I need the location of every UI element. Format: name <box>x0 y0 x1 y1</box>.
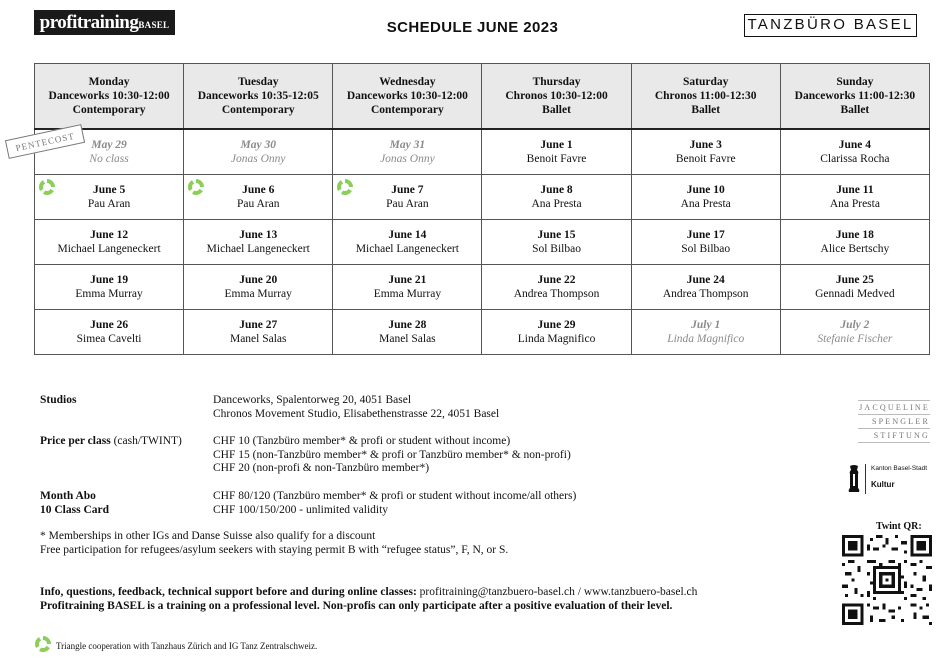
column-header: Monday Danceworks 10:30-12:00 Contemporary <box>35 64 184 130</box>
table-row <box>35 310 930 355</box>
table-cell: June 5 Pau Aran <box>35 175 184 220</box>
abo-values <box>213 490 576 517</box>
table-cell: June 14 Michael Langeneckert <box>333 220 482 265</box>
table-cell: May 29 No class <box>35 129 184 175</box>
price-item: CHF 20 (non-profi & non-Tanzbüro member*) <box>213 462 430 474</box>
table-cell: June 4 Clarissa Rocha <box>780 129 929 175</box>
table-cell: June 1 Benoit Favre <box>482 129 631 175</box>
table-cell: July 1 Linda Magnifico <box>631 310 780 355</box>
contact-block <box>40 586 697 613</box>
jsf-line: STIFTUNG <box>858 428 930 443</box>
table-cell: June 15 Sol Bilbao <box>482 220 631 265</box>
table-cell: June 8 Ana Presta <box>482 175 631 220</box>
table-cell: June 22 Andrea Thompson <box>482 265 631 310</box>
price-item: CHF 10 (Tanzbüro member* & profi or student without income) <box>213 435 511 447</box>
price-item: CHF 15 (non-Tanzbüro member* & profi or Tanzbüro member* & non-profi) <box>213 448 571 461</box>
recycle-icon <box>35 636 51 652</box>
table-cell: June 26 Simea Cavelti <box>35 310 184 355</box>
table-cell: June 18 Alice Bertschy <box>780 220 929 265</box>
table-row <box>35 129 930 175</box>
abo-labels <box>40 490 109 517</box>
twint-label: Twint QR: <box>876 521 922 532</box>
jsf-line: JACQUELINE <box>858 400 930 414</box>
basel-crest-icon <box>846 464 862 494</box>
column-header: Wednesday Danceworks 10:30-12:00 Contemporary <box>333 64 482 130</box>
studios-label: Studios <box>40 394 77 406</box>
table-cell: June 3 Benoit Favre <box>631 129 780 175</box>
table-header-row <box>35 64 930 130</box>
contact-label: Info, questions, feedback, technical support before and during online classes: <box>40 586 417 598</box>
class-card-label: 10 Class Card <box>40 503 110 516</box>
table-cell: June 6 Pau Aran <box>184 175 333 220</box>
refugee-note: Free participation for refugees/asylum seekers with staying permit B with “refugee status”, F, N, or S. <box>40 543 509 556</box>
kanton-divider <box>865 464 866 494</box>
footer-note: Triangle cooperation with Tanzhaus Zürich and IG Tanz Zentralschweiz. <box>56 641 318 651</box>
jsf-line: SPENGLER <box>858 414 930 428</box>
table-cell: June 19 Emma Murray <box>35 265 184 310</box>
price-list <box>213 435 571 476</box>
table-row <box>35 175 930 220</box>
column-header: Thursday Chronos 10:30-12:00 Ballet <box>482 64 631 130</box>
table-row <box>35 265 930 310</box>
column-header: Tuesday Danceworks 10:35-12:05 Contemporary <box>184 64 333 130</box>
price-label-note: (cash/TWINT) <box>113 435 182 447</box>
studio-address: Danceworks, Spalentorweg 20, 4051 Basel <box>213 394 412 406</box>
table-cell: June 11 Ana Presta <box>780 175 929 220</box>
column-header: Sunday Danceworks 11:00-12:30 Ballet <box>780 64 929 130</box>
notes <box>40 530 508 557</box>
logo-left-sub: BASEL <box>138 20 170 30</box>
schedule-table <box>34 63 930 355</box>
table-cell: July 2 Stefanie Fischer <box>780 310 929 355</box>
table-row <box>35 220 930 265</box>
page-title: SCHEDULE JUNE 2023 <box>386 19 559 36</box>
studios-list <box>213 394 499 421</box>
level-note: Profitraining BASEL is a training on a professional level. Non-profis can only participate after a positive evaluation of their level. <box>40 599 673 612</box>
table-cell: June 27 Manel Salas <box>184 310 333 355</box>
recycle-icon <box>39 179 55 195</box>
membership-note: * Memberships in other IGs and Danse Suisse also qualify for a discount <box>40 530 376 542</box>
logo-left-main: profitraining <box>39 12 139 33</box>
kanton-kultur: Kultur <box>871 480 895 489</box>
class-card-value: CHF 100/150/200 - unlimited validity <box>213 503 389 516</box>
table-cell: June 13 Michael Langeneckert <box>184 220 333 265</box>
table-cell: May 31 Jonas Onny <box>333 129 482 175</box>
month-abo-label: Month Abo <box>40 490 96 502</box>
jacqueline-spengler-stiftung-logo <box>858 400 930 443</box>
table-cell: June 29 Linda Magnifico <box>482 310 631 355</box>
table-cell: June 24 Andrea Thompson <box>631 265 780 310</box>
pentecost-stamp: PENTECOST <box>5 124 85 159</box>
contact-links[interactable]: profitraining@tanzbuero-basel.ch / www.tanzbuero-basel.ch <box>416 586 698 598</box>
table-cell: June 17 Sol Bilbao <box>631 220 780 265</box>
studio-address: Chronos Movement Studio, Elisabethenstrasse 22, 4051 Basel <box>213 407 500 420</box>
column-header: Saturday Chronos 11:00-12:30 Ballet <box>631 64 780 130</box>
price-label-text: Price per class <box>40 435 111 447</box>
price-label <box>40 435 182 449</box>
kanton-basel-logo <box>845 462 935 496</box>
month-abo-value: CHF 80/120 (Tanzbüro member* & profi or student without income/all others) <box>213 490 577 502</box>
table-cell: June 28 Manel Salas <box>333 310 482 355</box>
twint-qr-code[interactable] <box>842 535 932 625</box>
tanzbuero-logo: TANZBÜRO BASEL <box>744 14 917 37</box>
table-cell: June 21 Emma Murray <box>333 265 482 310</box>
table-cell: June 10 Ana Presta <box>631 175 780 220</box>
table-cell: June 7 Pau Aran <box>333 175 482 220</box>
kanton-name: Kanton Basel-Stadt <box>871 465 928 472</box>
table-cell: June 25 Gennadi Medved <box>780 265 929 310</box>
table-cell: June 12 Michael Langeneckert <box>35 220 184 265</box>
table-cell: May 30 Jonas Onny <box>184 129 333 175</box>
table-cell: June 20 Emma Murray <box>184 265 333 310</box>
